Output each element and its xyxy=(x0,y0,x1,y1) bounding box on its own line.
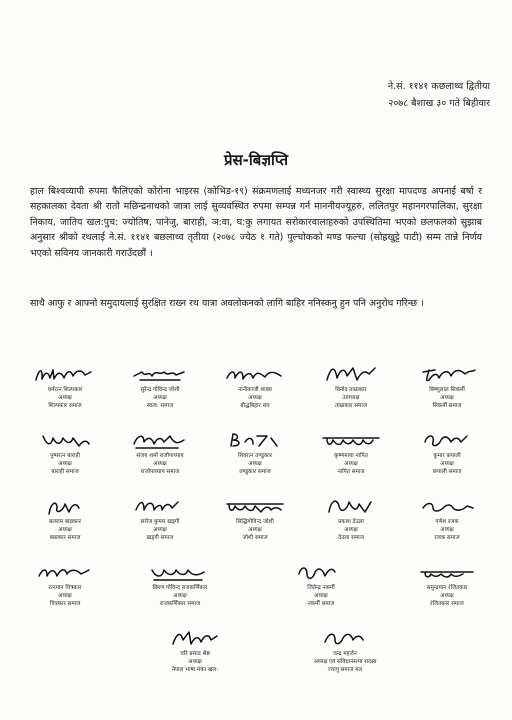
signatory-block xyxy=(266,562,376,609)
signatory-role: अध्यक्ष xyxy=(58,461,72,468)
signatory-name: संजय शर्मा राजोपाध्याय xyxy=(136,453,184,459)
signatory-role: अध्यक्ष xyxy=(153,527,167,534)
signatory-block xyxy=(296,364,406,411)
signatory-organization: नेपाल भाषा मंका खल: xyxy=(171,667,219,674)
signatory-name: बिष्णुलाल सिकर्मी xyxy=(429,387,465,393)
signatory-role: अध्यक्ष xyxy=(344,527,358,534)
signatory-organization: तण्डुकार समाज xyxy=(239,469,271,476)
signatory-role: अध्यक्ष एवं संविधानसभा सदस्य xyxy=(313,659,377,666)
signatory-organization: सिकर्मी समाज xyxy=(432,403,462,410)
signatory-role: अध्यक्ष xyxy=(188,659,202,666)
signatory-organization: खड्गी समाज xyxy=(146,535,174,542)
signatory-name: पुष्परत्न बाराही xyxy=(50,453,80,459)
signatory-organization: राजकर्णिकार समाज xyxy=(159,601,201,608)
signatory-name: सुरेन्द्र गोविन्द जोशी xyxy=(140,387,180,393)
handwritten-signature-icon xyxy=(163,628,227,650)
signatory-role: अध्यक्ष xyxy=(440,395,454,402)
handwritten-signature-icon xyxy=(33,496,97,518)
signatory-role: अध्यक्ष xyxy=(58,593,72,600)
signatory-organization: शिल्पकार समाज xyxy=(48,403,82,410)
handwritten-signature-icon xyxy=(319,364,383,386)
signatory-block xyxy=(140,628,250,675)
signatory-block xyxy=(10,562,120,609)
handwritten-signature-icon xyxy=(313,628,377,650)
date-block xyxy=(388,78,490,112)
signatory-organization: राजोपाध्याय समाज xyxy=(140,469,180,476)
handwritten-signature-icon xyxy=(223,364,287,386)
date-bikram-sambat: २०७८ बैशाख ३० गते बिहीवार xyxy=(388,98,490,109)
signatory-organization: जोशी समाज xyxy=(242,535,268,542)
signatory-block xyxy=(392,430,502,477)
handwritten-signature-icon xyxy=(415,562,479,584)
signatory-organization: रजक समाज xyxy=(434,535,460,542)
signatory-name: समुन्द्रमान रंजितकार xyxy=(426,585,468,591)
signatory-organization: रंजितकार समाज xyxy=(430,601,464,608)
signatory-role: अध्यक्ष xyxy=(248,527,262,534)
signatory-organization: देउला समाज xyxy=(338,535,364,542)
signatory-role: अध्यक्ष xyxy=(153,461,167,468)
signatory-block xyxy=(125,562,235,609)
signatory-organization: ताम्राकार समाज xyxy=(335,403,367,410)
signatory-block xyxy=(290,628,400,675)
signatory-block xyxy=(10,430,120,477)
signatory-name: कृष्णमाया नापित xyxy=(334,453,368,459)
signatory-role: अध्यक्ष xyxy=(248,395,262,402)
handwritten-signature-icon xyxy=(33,364,97,386)
signatory-name: गणेश रजक xyxy=(435,519,459,525)
signatory-block xyxy=(200,364,310,411)
signatory-name: चन्द्र महर्जन xyxy=(333,651,357,657)
signatory-name: चरि प्रसाद श्रेष्ठ xyxy=(180,651,210,657)
signatory-name: शिवरत्न तण्डुकार xyxy=(237,453,273,459)
signatory-role: अध्यक्ष xyxy=(440,593,454,600)
signatory-name: सरोज कुमार खड्गी xyxy=(140,519,180,525)
signatory-block xyxy=(392,562,502,609)
signatory-role: अध्यक्ष xyxy=(153,395,167,402)
signatory-role: अध्यक्ष xyxy=(173,593,187,600)
signatory-block xyxy=(105,430,215,477)
signatory-block xyxy=(296,430,406,477)
handwritten-signature-icon xyxy=(128,364,192,386)
signatory-name: सिद्धिगोविन्द जोशी xyxy=(236,519,274,525)
signatory-block xyxy=(105,496,215,543)
signatory-role: अध्यक्ष xyxy=(344,461,358,468)
signatory-organization: नकर्मी समाज xyxy=(307,601,335,608)
signatory-organization: बाराही समाज xyxy=(51,469,79,476)
signatory-organization: ज्यापु समाज यल xyxy=(327,667,363,674)
signatory-block xyxy=(392,364,502,411)
signatory-organization: स्वत्व: समाज xyxy=(146,403,174,410)
signatory-role: अध्यक्ष xyxy=(440,461,454,468)
handwritten-signature-icon xyxy=(33,562,97,584)
signatory-name: छिरण गोविन्द राजकर्णिकार xyxy=(152,585,208,591)
handwritten-signature-icon xyxy=(415,496,479,518)
signatory-organization: बाद्यकार समाज xyxy=(49,535,81,542)
signatory-name: बिनोद ताम्राकार xyxy=(335,387,367,393)
document-title: प्रेस-बिज्ञप्ति xyxy=(223,151,289,169)
signatory-organization: नापित समाज xyxy=(337,469,365,476)
date-nepal-sambat: ने.सं. ११४१ कछलाथ्व द्वितीया xyxy=(387,81,490,92)
signatory-organization: चित्रकार समाज xyxy=(49,601,81,608)
signatory-organization: कपाली समाज xyxy=(432,469,462,476)
signatory-name: जितेन्द्र नकर्मी xyxy=(307,585,335,591)
handwritten-signature-icon xyxy=(415,364,479,386)
handwritten-signature-icon xyxy=(289,562,353,584)
signatory-name: धर्मरत्न शिल्पकार xyxy=(47,387,83,393)
handwritten-signature-icon xyxy=(128,496,192,518)
handwritten-signature-icon xyxy=(33,430,97,452)
signatory-role: अध्यक्ष xyxy=(58,395,72,402)
body-paragraph-2: साथै आफु र आफ्नो समुदायलाई सुरक्षित राख्न रथ यात्रा अवलोकनको लागि बाहिर ननिस्कनु हुन पनि अनुरोध गरिन्छ । xyxy=(30,298,424,309)
handwritten-signature-icon xyxy=(223,430,287,452)
signatory-block xyxy=(10,364,120,411)
signatory-name: रत्नमान चित्रकार xyxy=(48,585,82,591)
signatory-name: बलराम बाद्यकार xyxy=(48,519,82,525)
signatory-block xyxy=(296,496,406,543)
signatory-name: कुमार कपाली xyxy=(433,453,461,459)
handwritten-signature-icon xyxy=(415,430,479,452)
signatory-role: उपाध्यक्ष xyxy=(342,395,360,402)
signatory-block xyxy=(392,496,502,543)
handwritten-signature-icon xyxy=(223,496,287,518)
signatory-organization: बौद्धबिहार संघ xyxy=(240,403,270,410)
handwritten-signature-icon xyxy=(319,496,383,518)
handwritten-signature-icon xyxy=(148,562,212,584)
signatory-role: अध्यक्ष xyxy=(314,593,328,600)
body-paragraph-1: हाल बिश्वव्यापी रुपमा फैलिएको कोरोना भाइरस (कोभिड-१९) संक्रमणलाई मध्यनजर गरी स्वास्थ्य सुरक्षा मापदण्ड अपनाई बर्षा र सहकालका देवता श्री रातो मछिन्द्रनाथको जात्रा लाई सुव्यवस्थित रुपमा सम्पन्न गर्न माननीयज्यूहरु, ललितपुर महानगरपालिका, सुरक्षा निकाय, जातिय खल:पुच: ज्योतिष, पानेजु, बाराही, ञ:वा, घ:कु लगायत सरोकारवालाहरुको उपस्थितिमा भएको छलफलको सुझाब अनुसार श्रीको रथलाई ने.सं. ११४१ बछलाथ्व तृतीया (२०७८ ज्येठ १ गते) पुल्चोकको मण्ड फल्चा (सोह्रखुट्टे पाटी) सम्म तान्ने निर्णय भएको सविनय जानकारी गराउँदछौं । xyxy=(30,186,482,259)
signatory-role: अध्यक्ष xyxy=(248,461,262,468)
handwritten-signature-icon xyxy=(128,430,192,452)
signatory-name: प्रकाश देउला xyxy=(338,519,364,525)
signatory-role: अध्यक्ष xyxy=(58,527,72,534)
signatory-block xyxy=(10,496,120,543)
signatory-block xyxy=(200,430,310,477)
signatory-block xyxy=(105,364,215,411)
signatory-role: अध्यक्ष xyxy=(440,527,454,534)
signatory-block xyxy=(200,496,310,543)
signatory-name: नानीकाजी शाक्य xyxy=(238,387,272,393)
handwritten-signature-icon xyxy=(319,430,383,452)
